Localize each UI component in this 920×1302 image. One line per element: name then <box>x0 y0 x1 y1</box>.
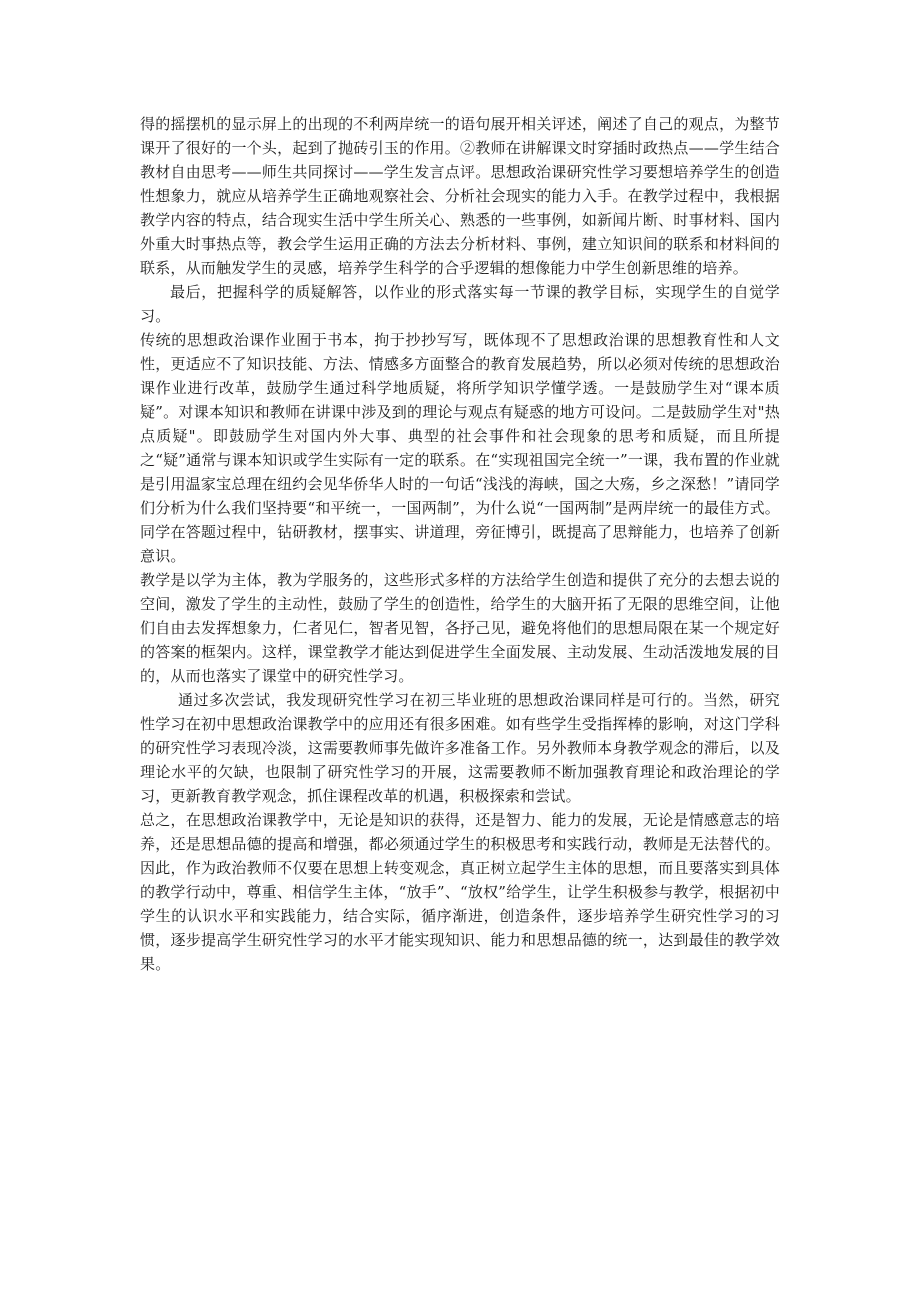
document-body <box>140 112 780 976</box>
paragraph-conclusion: 总之，在思想政治课教学中，无论是知识的获得，还是智力、能力的发展，无论是情感意志的培养，还是思想品德的提高和增强，都必须通过学生的积极思考和实践行动，教师是无法替代的。因此，作为政治教师不仅要在思想上转变观念，真正树立起学生主体的思想，而且要落实到具体的教学行动中，尊重、相信学生主体，“放手”、“放权”给学生，让学生积极参与教学，根据初中学生的认识水平和实践能力，结合实际，循序渐进，创造条件，逐步培养学生研究性学习的习惯，逐步提高学生研究性学习的水平才能实现知识、能力和思想品德的统一，达到最佳的教学效果。 <box>140 811 780 973</box>
paragraph-student-centered: 教学是以学为主体，教为学服务的，这些形式多样的方法给学生创造和提供了充分的去想去说的空间，激发了学生的主动性，鼓励了学生的创造性，给学生的大脑开拓了无限的思维空间，让他们自由去发挥想象力，仁者见仁，智者见智，各抒己见，避免将他们的思想局限在某一个规定好的答案的框架内。这样，课堂教学才能达到促进学生全面发展、主动发展、生动活泼地发展的目的，从而也落实了课堂中的研究性学习。 <box>140 571 780 685</box>
paragraph-homework-reform: 传统的思想政治课作业囿于书本，拘于抄抄写写，既体现不了思想政治课的思想教育性和人文性，更适应不了知识技能、方法、情感多方面整合的教育发展趋势，所以必须对传统的思想政治课作业进行改革，鼓励学生通过科学地质疑，将所学知识学懂学透。一是鼓励学生对“课本质疑”。对课本知识和教师在讲课中涉及到的理论与观点有疑惑的地方可设问。二是鼓励学生对"热点质疑"。即鼓励学生对国内外大事、典型的社会事件和社会现象的思考和质疑，而且所提之“疑”通常与课本知识或学生实际有一定的联系。在“实现祖国完全统一”一课，我布置的作业就是引用温家宝总理在纽约会见华侨华人时的一句话“浅浅的海峡，国之大殇，乡之深愁！”请同学们分析为什么我们坚持要“和平统一，一国两制”，为什么说“一国两制”是两岸统一的最佳方式。同学在答题过程中，钻研教材，摆事实、讲道理，旁征博引，既提高了思辩能力，也培养了创新意识。 <box>140 331 780 565</box>
paragraph-attempts: 通过多次尝试，我发现研究性学习在初三毕业班的思想政治课同样是可行的。当然，研究性学习在初中思想政治课教学中的应用还有很多困难。如有些学生受指挥棒的影响，对这门学科的研究性学习表现冷淡，这需要教师事先做许多准备工作。另外教师本身教学观念的滞后，以及理论水平的欠缺，也限制了研究性学习的开展，这需要教师不断加强教育理论和政治理论的学习，更新教育教学观念，抓住课程改革的机遇，积极探索和尝试。 <box>140 691 780 805</box>
paragraph-finally: 最后，把握科学的质疑解答，以作业的形式落实每一节课的教学目标，实现学生的自觉学习。 <box>140 283 780 325</box>
paragraph-continuation: 得的摇摆机的显示屏上的出现的不利两岸统一的语句展开相关评述，阐述了自己的观点，为整节课开了很好的一个头，起到了抛砖引玉的作用。②教师在讲解课文时穿插时政热点——学生结合教材自由思考——师生共同探讨——学生发言点评。思想政治课研究性学习要想培养学生的创造性想象力，就应从培养学生正确地观察社会、分析社会现实的能力入手。在教学过程中，我根据教学内容的特点，结合现实生活中学生所关心、熟悉的一些事例，如新闻片断、时事材料、国内外重大时事热点等，教会学生运用正确的方法去分析材料、事例，建立知识间的联系和材料间的联系，从而触发学生的灵感，培养学生科学的合乎逻辑的想像能力中学生创新思维的培养。 <box>140 115 780 277</box>
